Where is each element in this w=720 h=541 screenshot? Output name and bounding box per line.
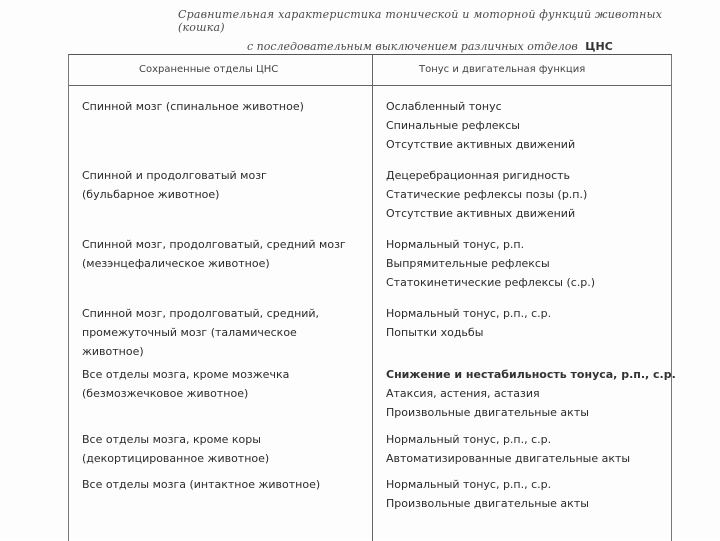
row-1-left-line-1: Спинной мозг (спинальное животное) — [82, 100, 304, 113]
row-3-left-line-1: Спинной мозг, продолговатый, средний мозг — [82, 238, 346, 251]
row-6-left-line-2: (декортицированное животное) — [82, 452, 270, 465]
row-1-right-line-2: Спинальные рефлексы — [386, 119, 520, 132]
row-5-left-line-1: Все отделы мозга, кроме мозжечка — [82, 368, 290, 381]
row-6-right — [386, 430, 686, 468]
row-7-left — [82, 475, 382, 494]
row-5-left-line-2: (безмозжечковое животное) — [82, 387, 249, 400]
row-2-left — [82, 166, 382, 204]
row-6-left — [82, 430, 382, 468]
row-2-right — [386, 166, 686, 223]
row-3-right-line-3: Статокинетические рефлексы (с.р.) — [386, 276, 596, 289]
row-2-right-line-2: Статические рефлексы позы (р.п.) — [386, 188, 588, 201]
row-2-left-line-2: (бульбарное животное) — [82, 188, 220, 201]
row-6-left-line-1: Все отделы мозга, кроме коры — [82, 433, 261, 446]
row-4-left-line-1: Спинной мозг, продолговатый, средний, — [82, 307, 320, 320]
row-4-left-line-3: животное) — [82, 345, 144, 358]
row-5-right-line-2: Атаксия, астения, астазия — [386, 387, 540, 400]
row-7-right-line-1: Нормальный тонус, р.п., с.р. — [386, 478, 552, 491]
row-4-right — [386, 304, 686, 342]
row-4-right-line-1: Нормальный тонус, р.п., с.р. — [386, 307, 552, 320]
row-7-right-line-2: Произвольные двигательные акты — [386, 497, 589, 510]
row-2-left-line-1: Спинной и продолговатый мозг — [82, 169, 267, 182]
row-6-right-line-2: Автоматизированные двигательные акты — [386, 452, 631, 465]
row-1-right-line-3: Отсутствие активных движений — [386, 138, 576, 151]
row-5-right-line-3: Произвольные двигательные акты — [386, 406, 589, 419]
row-4-left-line-2: промежуточный мозг (таламическое — [82, 326, 297, 339]
title-line-1: Сравнительная характеристика тонической и моторной функций животных (кошка) — [178, 8, 663, 34]
row-2-right-line-3: Отсутствие активных движений — [386, 207, 576, 220]
row-5-left — [82, 365, 382, 403]
header-tone-motor: Тонус и двигательная функция — [419, 64, 586, 75]
row-5-right — [386, 365, 686, 422]
title-cns: ЦНС — [585, 40, 613, 53]
row-5-right-line-1: Снижение и нестабильность тонуса, р.п., с.р. — [386, 368, 676, 381]
title-line-2-text: с последовательным выключением различных отделов — [247, 40, 578, 53]
row-6-right-line-1: Нормальный тонус, р.п., с.р. — [386, 433, 552, 446]
row-3-right-line-1: Нормальный тонус, р.п. — [386, 238, 525, 251]
row-4-right-line-2: Попытки ходьбы — [386, 326, 484, 339]
document-title — [150, 8, 710, 53]
column-divider — [372, 55, 373, 541]
row-4-left — [82, 304, 382, 361]
header-preserved-cns: Сохраненные отделы ЦНС — [139, 64, 279, 75]
row-3-right-line-2: Выпрямительные рефлексы — [386, 257, 550, 270]
row-3-left — [82, 235, 382, 273]
row-1-right-line-1: Ослабленный тонус — [386, 100, 502, 113]
row-3-left-line-2: (мезэнцефалическое животное) — [82, 257, 270, 270]
table-header-row — [69, 55, 671, 86]
row-2-right-line-1: Децеребрационная ригидность — [386, 169, 571, 182]
row-3-right — [386, 235, 686, 292]
row-7-right — [386, 475, 686, 513]
row-1-right — [386, 97, 686, 154]
title-line-2 — [247, 40, 710, 53]
row-1-left — [82, 97, 382, 116]
row-7-left-line-1: Все отделы мозга (интактное животное) — [82, 478, 321, 491]
